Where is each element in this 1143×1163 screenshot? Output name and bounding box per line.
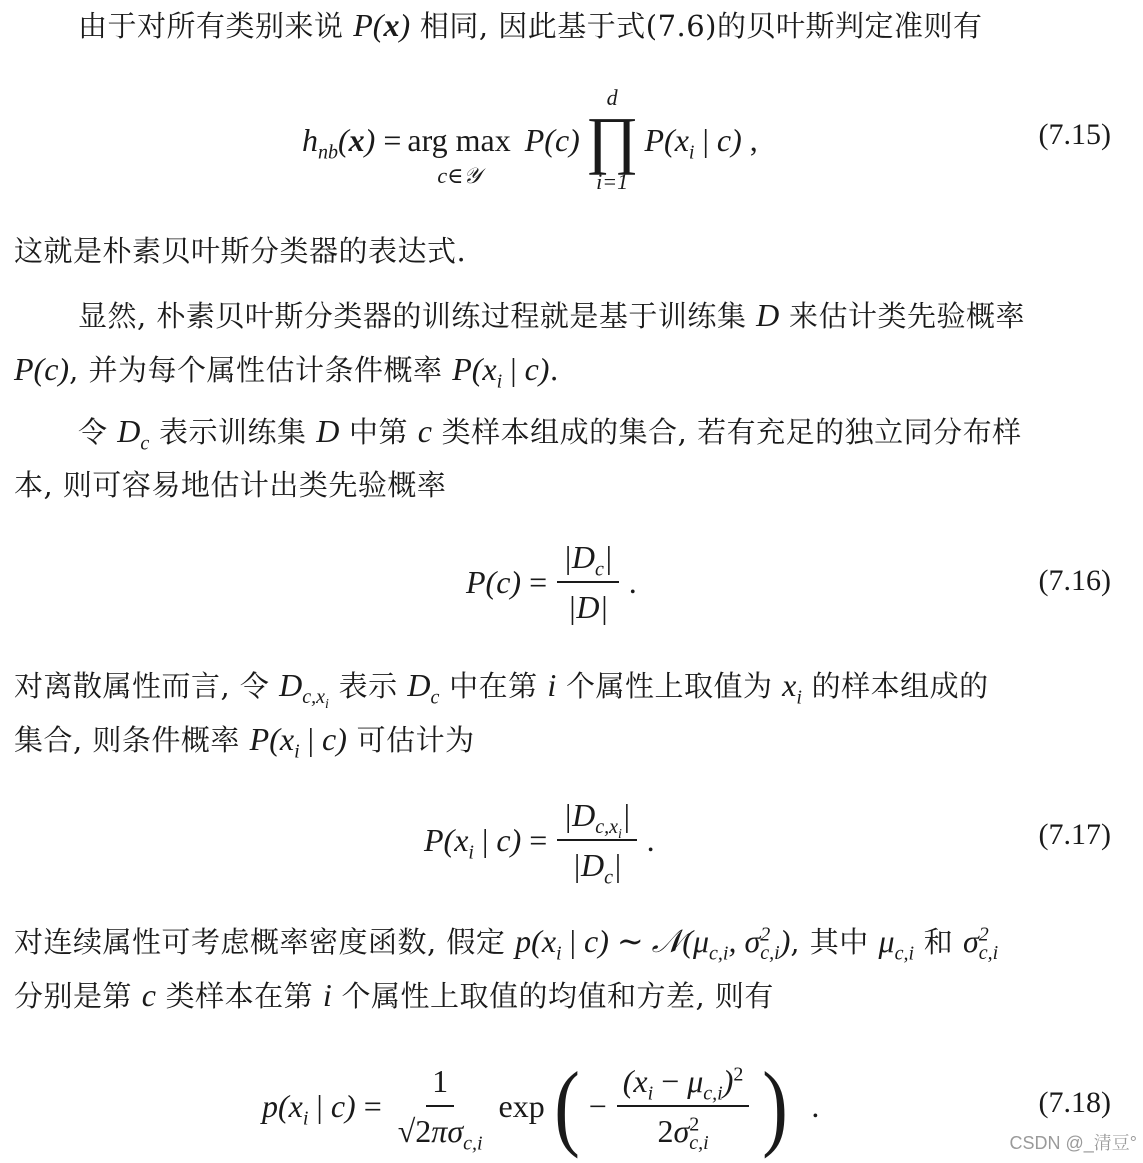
text: 集合, 则条件概率	[14, 723, 240, 757]
paragraph-3	[14, 288, 1114, 396]
text: 中在第	[449, 669, 538, 703]
math-inline: $\sigma^2_{c,i}$	[962, 923, 999, 965]
math-tail: .	[811, 1087, 820, 1124]
text: 个属性上取值为	[565, 669, 773, 703]
paragraph-1	[14, 0, 1114, 52]
math-inline: i	[322, 977, 332, 1013]
argmax-operator: arg max c∈𝒴	[407, 122, 511, 188]
equation-number: (7.15)	[1038, 118, 1111, 151]
exp-function: exp	[498, 1087, 545, 1124]
math-inline: $P(x_i$ | c)	[452, 351, 550, 393]
text: 由于对所有类别来说	[78, 9, 344, 43]
math-tail: .	[628, 563, 637, 600]
minus-sign: −	[588, 1087, 607, 1124]
text: 类样本在第	[165, 979, 314, 1013]
fraction: $\frac{|D_c|}{|D|}$	[557, 537, 619, 627]
equation-7-17	[0, 792, 1143, 888]
paragraph-5	[14, 658, 1114, 766]
fraction: $\frac{1}{√2\pi\sigma_{c,i}}$	[397, 1063, 483, 1155]
math-inline: $p(x_i$ | c) ∼ $𝒩(\mu_{c,i}$, $\sigma^2_{c,i}$)	[515, 923, 791, 965]
text: 相同, 因此基于式(7.6)的贝叶斯判定准则有	[419, 9, 983, 43]
math-inline: $D_{c,x_i}$	[279, 667, 329, 713]
text: 来估计类先验概率	[788, 299, 1025, 333]
text: .	[549, 353, 560, 387]
right-paren: )	[762, 1052, 789, 1159]
math-lhs: $p(x_i$ | c) =	[262, 1087, 382, 1129]
math-lhs: P(c) =	[466, 563, 548, 600]
equation-7-16	[0, 534, 1143, 630]
math-tail: .	[646, 821, 655, 858]
text: 本, 则可容易地估计出类先验概率	[14, 468, 447, 502]
paragraph-2	[14, 224, 1114, 278]
text: 表示	[338, 669, 398, 703]
math-inline: i	[547, 667, 557, 703]
product-operator: d ∏ i=1	[585, 85, 639, 194]
equation-7-18	[0, 1054, 1143, 1158]
math-lhs: $h_{nb}(x)$ =	[302, 121, 402, 163]
equation-number: (7.18)	[1038, 1086, 1111, 1119]
math-rhs: $P(x_i$ | c) ,	[644, 121, 758, 163]
text: 对离散属性而言, 令	[14, 669, 270, 703]
text: 类样本组成的集合, 若有充足的独立同分布样	[441, 415, 1022, 449]
math-inline: c	[417, 413, 432, 449]
text: 令	[78, 415, 108, 449]
equation-number: (7.16)	[1038, 564, 1111, 597]
math-inline: $D_c$	[407, 667, 440, 709]
math-inline: $P(x_i$ | c)	[249, 721, 347, 763]
paragraph-6	[14, 914, 1114, 1022]
math-inline: c	[141, 977, 156, 1013]
text: 的样本组成的	[811, 669, 989, 703]
text: , 并为每个属性估计条件概率	[69, 353, 443, 387]
left-paren: (	[553, 1052, 580, 1159]
math-inline: D	[756, 297, 780, 333]
text: 和	[923, 925, 954, 959]
math-inline: P(c)	[14, 351, 70, 387]
inner-fraction: $\frac{(x_i - \mu_{c,i})^2}{2\sigma^2_{c,i}}$	[617, 1061, 750, 1151]
text: , 其中	[790, 925, 869, 959]
text: 个属性上取值的均值和方差, 则有	[341, 979, 774, 1013]
paragraph-4	[14, 404, 1114, 512]
math-inline: $D_c$	[117, 413, 150, 455]
equation-7-15	[0, 85, 1143, 194]
watermark: CSDN @_清豆°	[1009, 1133, 1137, 1153]
math-inline: P(x)	[353, 7, 411, 43]
math-inline: D	[316, 413, 340, 449]
equation-number: (7.17)	[1038, 818, 1111, 851]
text: 对连续属性可考虑概率密度函数, 假定	[14, 925, 506, 959]
text: 分别是第	[14, 979, 133, 1013]
text: 中第	[349, 415, 409, 449]
text: 表示训练集	[158, 415, 307, 449]
text: 这就是朴素贝叶斯分类器的表达式.	[14, 234, 467, 268]
text: 可估计为	[356, 723, 475, 757]
math-lhs: $P(x_i$ | c) =	[424, 821, 548, 863]
math-inline: $x_i$	[782, 667, 802, 709]
math-term: P(c)	[516, 121, 580, 158]
math-inline: $\mu_{c,i}$	[878, 923, 914, 965]
fraction: $\frac{|D_{c,x_i}|}{|D_c|}$	[557, 795, 636, 885]
text: 显然, 朴素贝叶斯分类器的训练过程就是基于训练集	[78, 299, 747, 333]
